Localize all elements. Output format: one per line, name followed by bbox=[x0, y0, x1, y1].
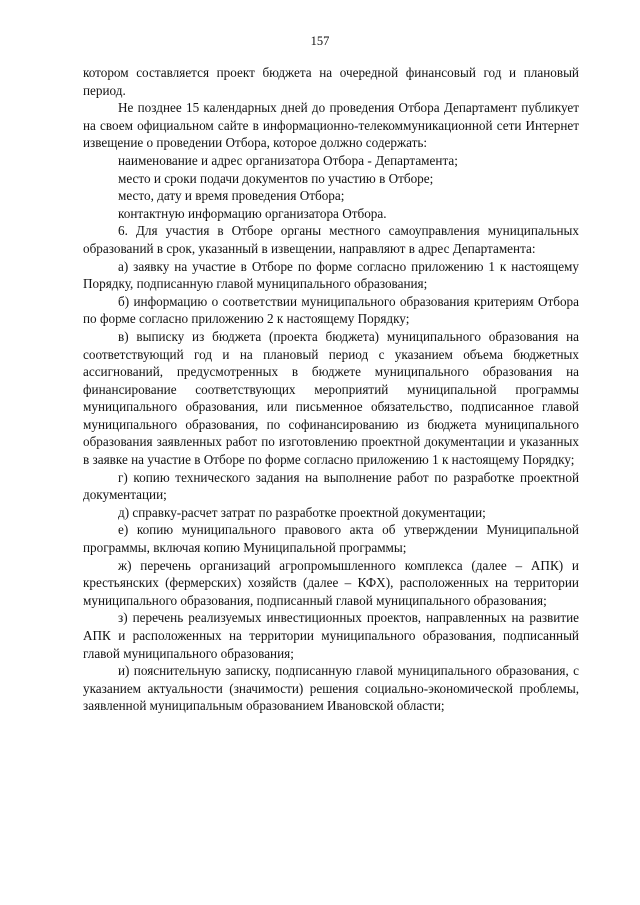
paragraph: котором составляется проект бюджета на очередной финансовый год и плановый период. bbox=[83, 65, 579, 98]
list-item: а) заявку на участие в Отборе по форме согласно приложению 1 к настоящему Порядку, подписанную главой муниципального образования; bbox=[83, 258, 579, 292]
list-item: место, дату и время проведения Отбора; bbox=[118, 188, 345, 204]
list-item: б) информацию о соответствии муниципального образования критериям Отбора по форме согласно приложению 2 к настоящему Порядку; bbox=[83, 293, 579, 327]
paragraph: Не позднее 15 календарных дней до проведения Отбора Департамент публикует на своем официальном сайте в информационно-телекоммуникационной сети Интернет извещение о проведении Отбора, которое должно содержать: bbox=[83, 100, 579, 151]
list-item: в) выписку из бюджета (проекта бюджета) муниципального образования на соответствующий год и на плановый период с указанием объема бюджетных ассигнований, предусмотренных в бюджете муниципального образования на финансирование соответствующих мероприятий муниципальной программы муниципального образования, или письменное обязательство, подписанное главой муниципального образования, по софинансированию из бюджета муниципального образования заявленных работ по изготовлению проектной документации и указанных в заявке на участие в Отборе по форме согласно приложению 1 к настоящему Порядку; bbox=[83, 328, 579, 468]
list-item: место и сроки подачи документов по участию в Отборе; bbox=[118, 170, 434, 186]
list-item: д) справку-расчет затрат по разработке проектной документации; bbox=[118, 504, 486, 520]
list-item: з) перечень реализуемых инвестиционных проектов, направленных на развитие АПК и расположенных на территории муниципального образования, подписанный главой муниципального образования; bbox=[83, 610, 579, 661]
list-item: ж) перечень организаций агропромышленного комплекса (далее – АПК) и крестьянских (фермерских) хозяйств (далее – КФХ), расположенных на территории муниципального образования, подписанный главой муниципального образования; bbox=[83, 557, 579, 608]
list-item: г) копию технического задания на выполнение работ по разработке проектной документации; bbox=[83, 469, 579, 503]
page-number: 157 bbox=[310, 34, 330, 48]
list-item: контактную информацию организатора Отбора. bbox=[118, 205, 387, 221]
list-item: наименование и адрес организатора Отбора - Департамента; bbox=[118, 152, 458, 168]
document-body bbox=[83, 64, 579, 715]
list-item: е) копию муниципального правового акта об утверждении Муниципальной программы, включая копию Муниципальной программы; bbox=[83, 522, 579, 556]
paragraph: 6. Для участия в Отборе органы местного самоуправления муниципальных образований в срок, указанный в извещении, направляют в адрес Департамента: bbox=[83, 223, 579, 256]
list-item: и) пояснительную записку, подписанную главой муниципального образования, с указанием актуальности (значимости) решения социально-экономической проблемы, заявленной муниципальным образованием Ивановской области; bbox=[83, 663, 579, 714]
